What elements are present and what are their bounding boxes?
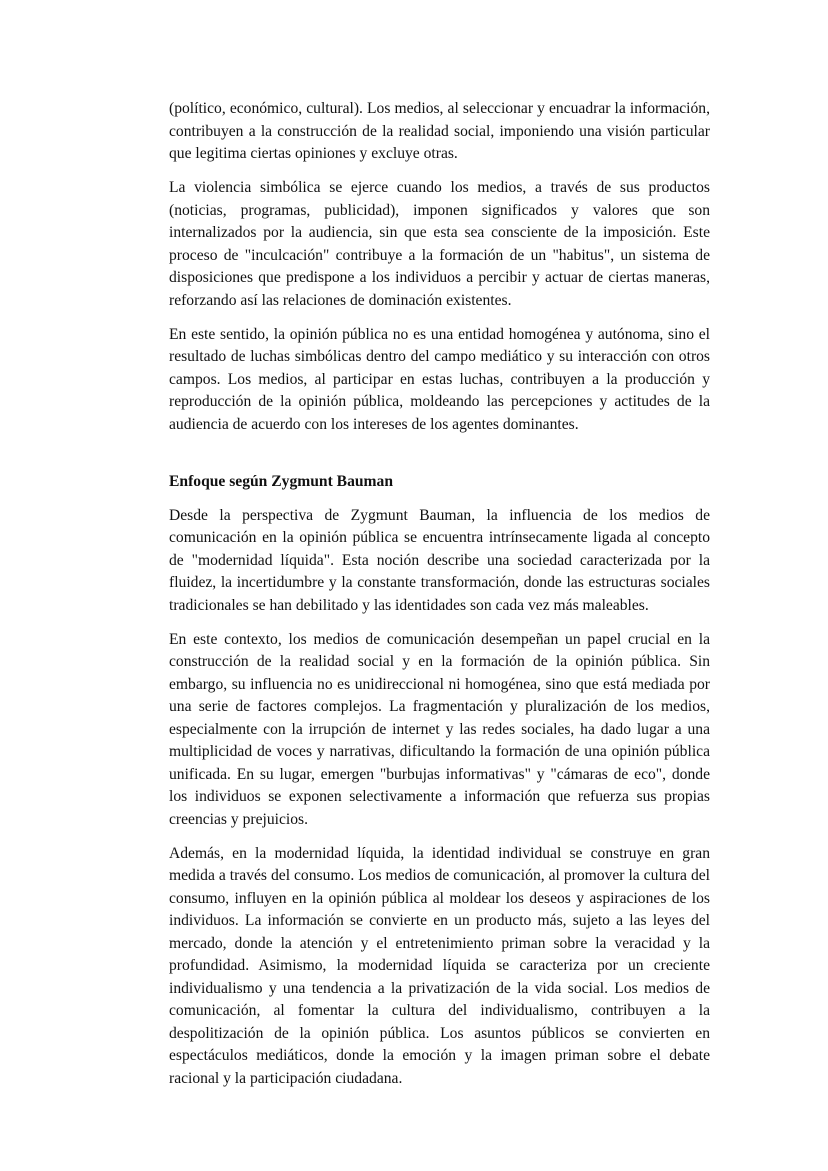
page-content	[169, 98, 710, 1102]
paragraph-bauman-2: En este contexto, los medios de comunicación desempeñan un papel crucial en la construcción de la realidad social y en la formación de la opinión pública. Sin embargo, su influencia no es unidireccional ni homogénea, sino que está mediada por una serie de factores complejos. La fragmentación y pluralización de los medios, especialmente con la irrupción de internet y las redes sociales, ha dado lugar a una multiplicidad de voces y narrativas, dificultando la formación de una opinión pública unificada. En su lugar, emergen "burbujas informativas" y "cámaras de eco", donde los individuos se exponen selectivamente a información que refuerza sus propias creencias y prejuicios.	[169, 630, 710, 828]
paragraph-bauman-1: Desde la perspectiva de Zygmunt Bauman, la influencia de los medios de comunicación en la opinión pública se encuentra intrínsecamente ligada al concepto de "modernidad líquida". Esta noción describe una sociedad caracterizada por la fluidez, la incertidumbre y la constante transformación, donde las estructuras sociales tradicionales se han debilitado y las identidades son cada vez más maleables.	[169, 506, 710, 614]
section-heading: Enfoque según Zygmunt Bauman	[169, 473, 394, 490]
paragraph-bauman-3: Además, en la modernidad líquida, la identidad individual se construye en gran medida a través del consumo. Los medios de comunicación, al promover la cultura del consumo, influyen en la opinión pública al moldear los deseos y aspiraciones de los individuos. La información se convierte en un producto más, sujeto a las leyes del mercado, donde la atención y el entretenimiento priman sobre la veracidad y la profundidad. Asimismo, la modernidad líquida se caracteriza por un creciente individualismo y una tendencia a la privatización de la vida social. Los medios de comunicación, al fomentar la cultura del individualismo, contribuyen a la despolitización de la opinión pública. Los asuntos públicos se convierten en espectáculos mediáticos, donde la emoción y la imagen priman sobre el debate racional y la participación ciudadana.	[169, 844, 710, 1087]
paragraph-intro-2: La violencia simbólica se ejerce cuando los medios, a través de sus productos (noticias, programas, publicidad), imponen significados y valores que son internalizados por la audiencia, sin que esta sea consciente de la imposición. Este proceso de "inculcación" contribuye a la formación de un "habitus", un sistema de disposiciones que predispone a los individuos a percibir y actuar de ciertas maneras, reforzando así las relaciones de dominación existentes.	[169, 179, 710, 309]
paragraph-intro-1: (político, económico, cultural). Los medios, al seleccionar y encuadrar la información, contribuyen a la construcción de la realidad social, imponiendo una visión particular que legitima ciertas opiniones y excluye otras.	[169, 100, 710, 162]
paragraph-intro-3: En este sentido, la opinión pública no es una entidad homogénea y autónoma, sino el resultado de luchas simbólicas dentro del campo mediático y su interacción con otros campos. Los medios, al participar en estas luchas, contribuyen a la producción y reproducción de la opinión pública, moldeando las percepciones y actitudes de la audiencia de acuerdo con los intereses de los agentes dominantes.	[169, 325, 710, 433]
